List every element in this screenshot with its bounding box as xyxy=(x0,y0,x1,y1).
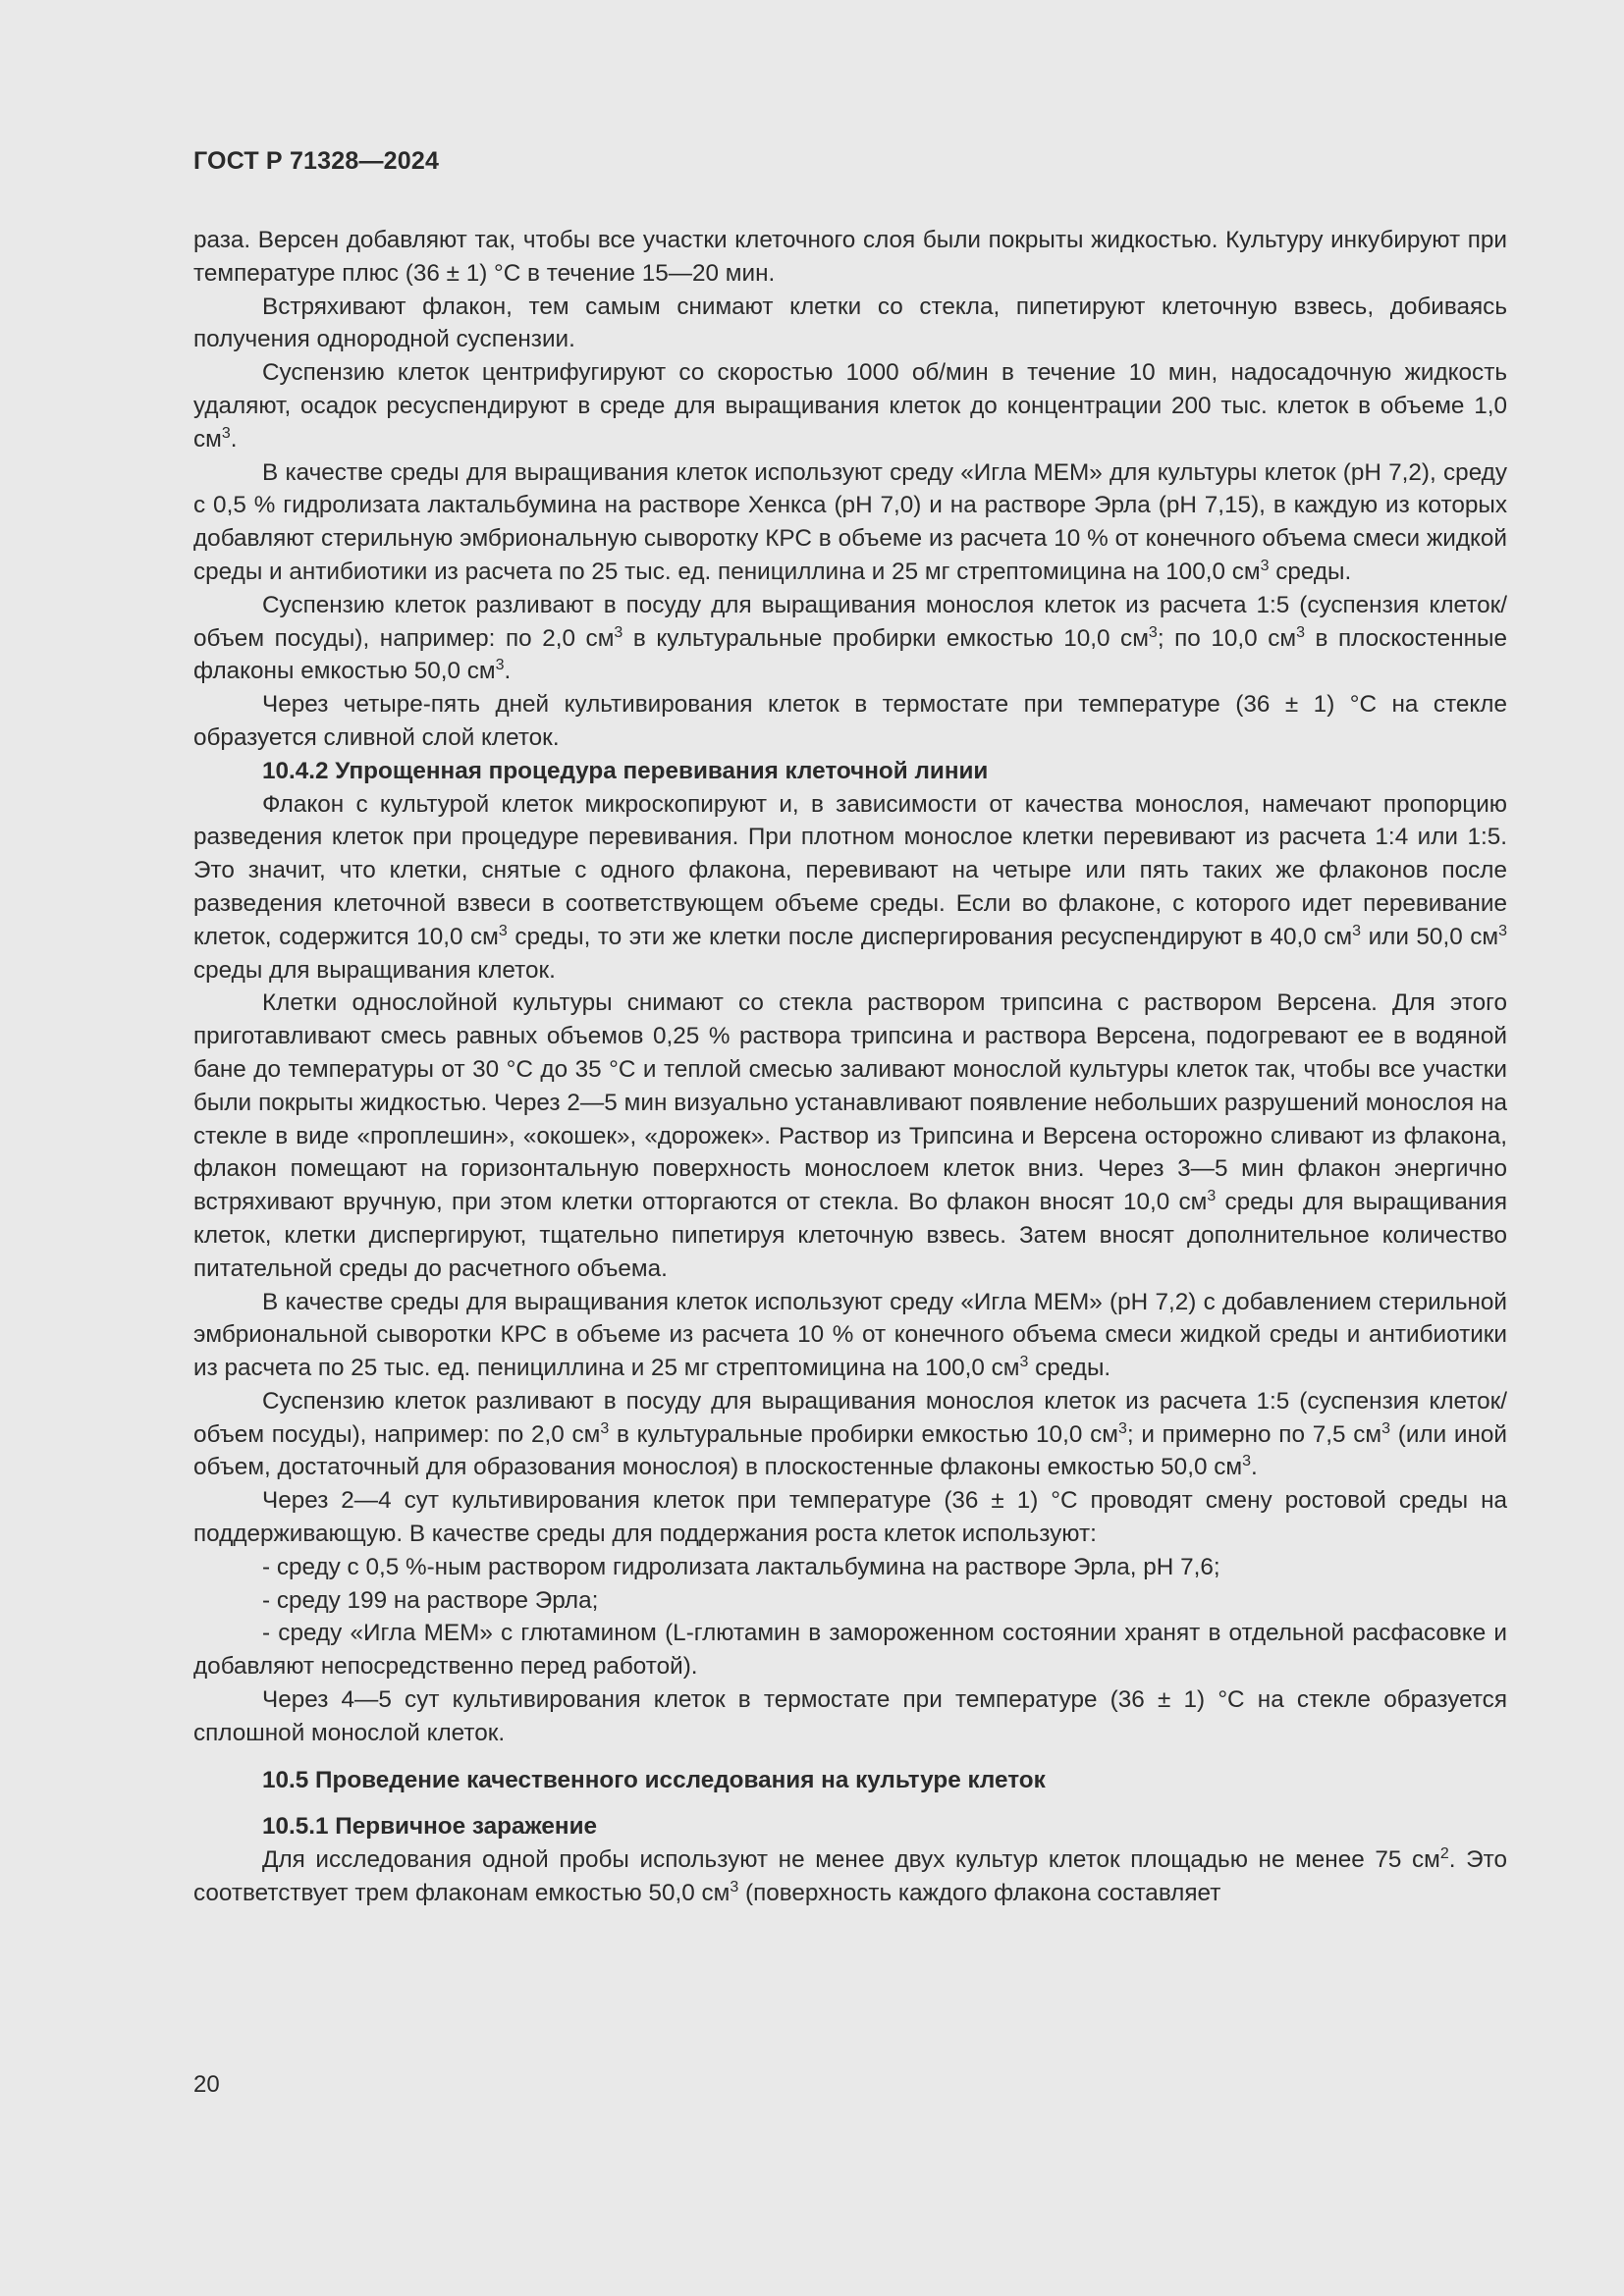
paragraph: В качестве среды для выращивания клеток используют среду «Игла МЕМ» (рН 7,2) с добавлением стерильной эмбриональной сыворотки КРС в объеме из расчета 10 % от конечного объема смеси жидкой среды и антибиотики из расчета по 25 тыс. ед. пенициллина и 25 мг стрептомицина на 100,0 $см^3$ среды. xyxy=(193,1288,1507,1382)
paragraph: Через четыре-пять дней культивирования клеток в термостате при температуре (36 ± 1) °С на стекле образуется сливной слой клеток. xyxy=(193,691,1507,751)
paragraph: Флакон с культурой клеток микроскопируют и, в зависимости от качества монослоя, намечают пропорцию разведения клеток при процедуре перевивания. При плотном монослое клетки перевивают из расчета 1:4 или 1:5. Это значит, что клетки, снятые с одного флакона, перевивают на четыре или пять таких же флаконов после разведения клеточной взвеси в соответствующем объеме среды. Если во флаконе, с которого идет перевивание клеток, содержится 10,0 $см^3$ среды, то эти же клетки после диспергирования ресуспендируют в 40,0 $см^3$ или 50,0 $см^3$ среды для выращивания клеток. xyxy=(193,790,1507,984)
page-number: 20 xyxy=(193,2071,220,2098)
paragraph: Суспензию клеток центрифугируют со скоростью 1000 об/мин в течение 10 мин, надосадочную жидкость удаляют, осадок ресуспендируют в среде для выращивания клеток до концентрации 200 тыс. клеток в объеме 1,0 $см^3$. xyxy=(193,359,1507,453)
list-item: - среду с 0,5 %-ным раствором гидролизата лактальбумина на растворе Эрла, рН 7,6; xyxy=(262,1553,1220,1580)
section-heading: 10.5 Проведение качественного исследования на культуре клеток xyxy=(262,1766,1046,1793)
paragraph: В качестве среды для выращивания клеток используют среду «Игла МЕМ» для культуры клеток (рН 7,2), среду с 0,5 % гидролизата лактальбумина на растворе Хенкса (рН 7,0) и на растворе Эрла (рН 7,15), в каждую из которых добавляют стерильную эмбриональную сыворотку КРС в объеме из расчета 10 % от конечного объема смеси жидкой среды и антибиотики из расчета по 25 тыс. ед. пенициллина и 25 мг стрептомицина на 100,0 $см^3$ среды. xyxy=(193,458,1507,585)
document-header: ГОСТ Р 71328—2024 xyxy=(193,147,440,175)
paragraph: Встряхивают флакон, тем самым снимают клетки со стекла, пипетируют клеточную взвесь, добиваясь получения однородной суспензии. xyxy=(193,293,1507,353)
section-heading: 10.5.1 Первичное заражение xyxy=(262,1813,598,1841)
paragraph: Через 4—5 сут культивирования клеток в термостате при температуре (36 ± 1) °С на стекле образуется сплошной монослой клеток. xyxy=(193,1686,1507,1746)
paragraph: Для исследования одной пробы используют не менее двух культур клеток площадью не менее 75 $см^2$. Это соответствует трем флаконам емкостью 50,0 $см^3$ (поверхность каждого флакона составляет xyxy=(193,1845,1507,1907)
paragraph: Клетки однослойной культуры снимают со стекла раствором трипсина с раствором Версена. Для этого приготавливают смесь равных объемов 0,25 % раствора трипсина и раствора Версена, подогревают ее в водяной бане до температуры от 30 °С до 35 °С и теплой смесью заливают монослой культуры клеток так, чтобы все участки были покрыты жидкостью. Через 2—5 мин визуально устанавливают появление небольших разрушений монослоя на стекле в виде «проплешин», «окошек», «дорожек». Раствор из Трипсина и Версена осторожно сливают из флакона, флакон помещают на горизонтальную поверхность монослоем клеток вниз. Через 3—5 мин флакон энергично встряхивают вручную, при этом клетки отторгаются от стекла. Во флакон вносят 10,0 $см^3$ среды для выращивания клеток, клетки диспергируют, тщательно пипетируя клеточную взвесь. Затем вносят дополнительное количество питательной среды до расчетного объема. xyxy=(193,989,1507,1282)
paragraph: Через 2—4 сут культивирования клеток при температуре (36 ± 1) °С проводят смену ростовой среды на поддерживающую. В качестве среды для поддержания роста клеток используют: xyxy=(193,1487,1507,1548)
section-heading: 10.4.2 Упрощенная процедура перевивания клеточной линии xyxy=(262,757,989,784)
paragraph: Суспензию клеток разливают в посуду для выращивания монослоя клеток из расчета 1:5 (суспензия клеток/объем посуды), например: по 2,0 $см^3$ в культуральные пробирки емкостью 10,0 $см^3$; по 10,0 $см^3$ в плоскостенные флаконы емкостью 50,0 $см^3$. xyxy=(193,591,1508,685)
paragraph: Суспензию клеток разливают в посуду для выращивания монослоя клеток из расчета 1:5 (суспензия клеток/объем посуды), например: по 2,0 $см^3$ в культуральные пробирки емкостью 10,0 $см^3$; и примерно по 7,5 $см^3$ (или иной объем, достаточный для образования монослоя) в плоскостенные флаконы емкостью 50,0 $см^3$. xyxy=(193,1387,1507,1481)
list-item: - среду «Игла МЕМ» с глютамином (L-глютамин в замороженном состоянии хранят в отдельной расфасовке и добавляют непосредственно перед работой). xyxy=(193,1620,1507,1681)
paragraph: раза. Версен добавляют так, чтобы все участки клеточного слоя были покрыты жидкостью. Культуру инкубируют при температуре плюс (36 ± 1) °С в течение 15—20 мин. xyxy=(193,227,1507,287)
document-body xyxy=(193,224,1507,1910)
list-item: - среду 199 на растворе Эрла; xyxy=(262,1586,599,1614)
